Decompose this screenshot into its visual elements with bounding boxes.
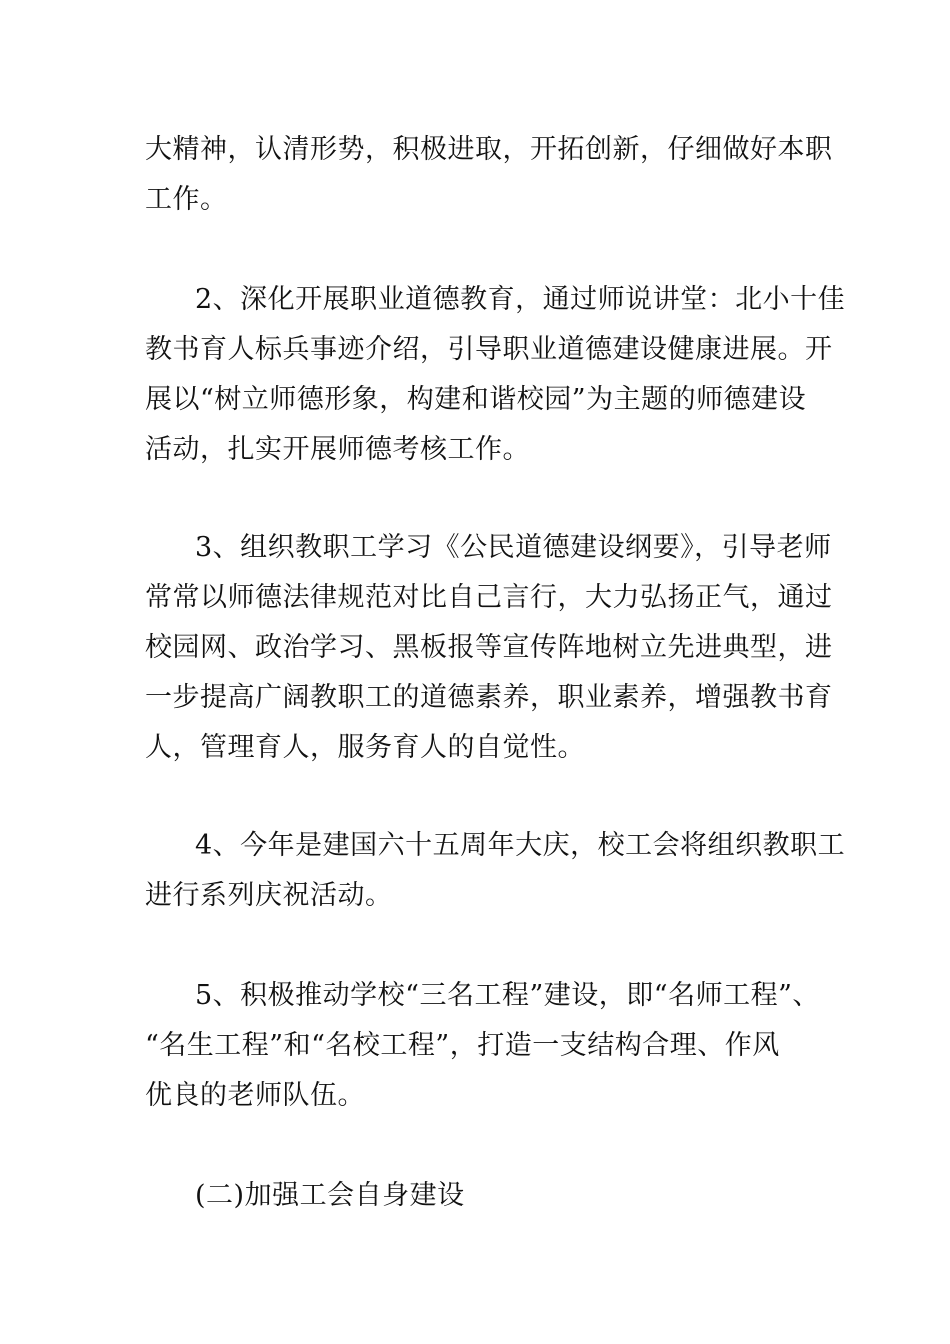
- text-line: 校园网、政治学习、黑板报等宣传阵地树立先进典型，进: [145, 632, 833, 663]
- text-line: 人，管理育人，服务育人的自觉性。: [145, 732, 585, 763]
- text-line: 2、深化开展职业道德教育，通过师说讲堂：北小十佳: [195, 284, 846, 315]
- text-line: 大精神，认清形势，积极进取，开拓创新，仔细做好本职: [145, 134, 833, 165]
- text-line: 教书育人标兵事迹介绍，引导职业道德建设健康进展。开: [145, 334, 833, 365]
- text-line: 5、积极推动学校“三名工程”建设，即“名师工程”、: [195, 980, 820, 1011]
- text-line: “名生工程”和“名校工程”，打造一支结构合理、作风: [145, 1030, 780, 1061]
- text-line: 进行系列庆祝活动。: [145, 880, 393, 911]
- text-line: 工作。: [145, 184, 228, 215]
- text-line: 3、组织教职工学习《公民道德建设纲要》，引导老师: [195, 532, 832, 563]
- section-heading: (二)加强工会自身建设: [195, 1180, 465, 1211]
- text-line: 活动，扎实开展师德考核工作。: [145, 434, 530, 465]
- text-line: 4、今年是建国六十五周年大庆，校工会将组织教职工: [195, 830, 846, 861]
- text-line: 优良的老师队伍。: [145, 1080, 365, 1111]
- text-line: 一步提高广阔教职工的道德素养，职业素养，增强教书育: [145, 682, 833, 713]
- text-line: 展以“树立师德形象，构建和谐校园”为主题的师德建设: [145, 384, 807, 415]
- text-line: 常常以师德法律规范对比自己言行，大力弘扬正气，通过: [145, 582, 833, 613]
